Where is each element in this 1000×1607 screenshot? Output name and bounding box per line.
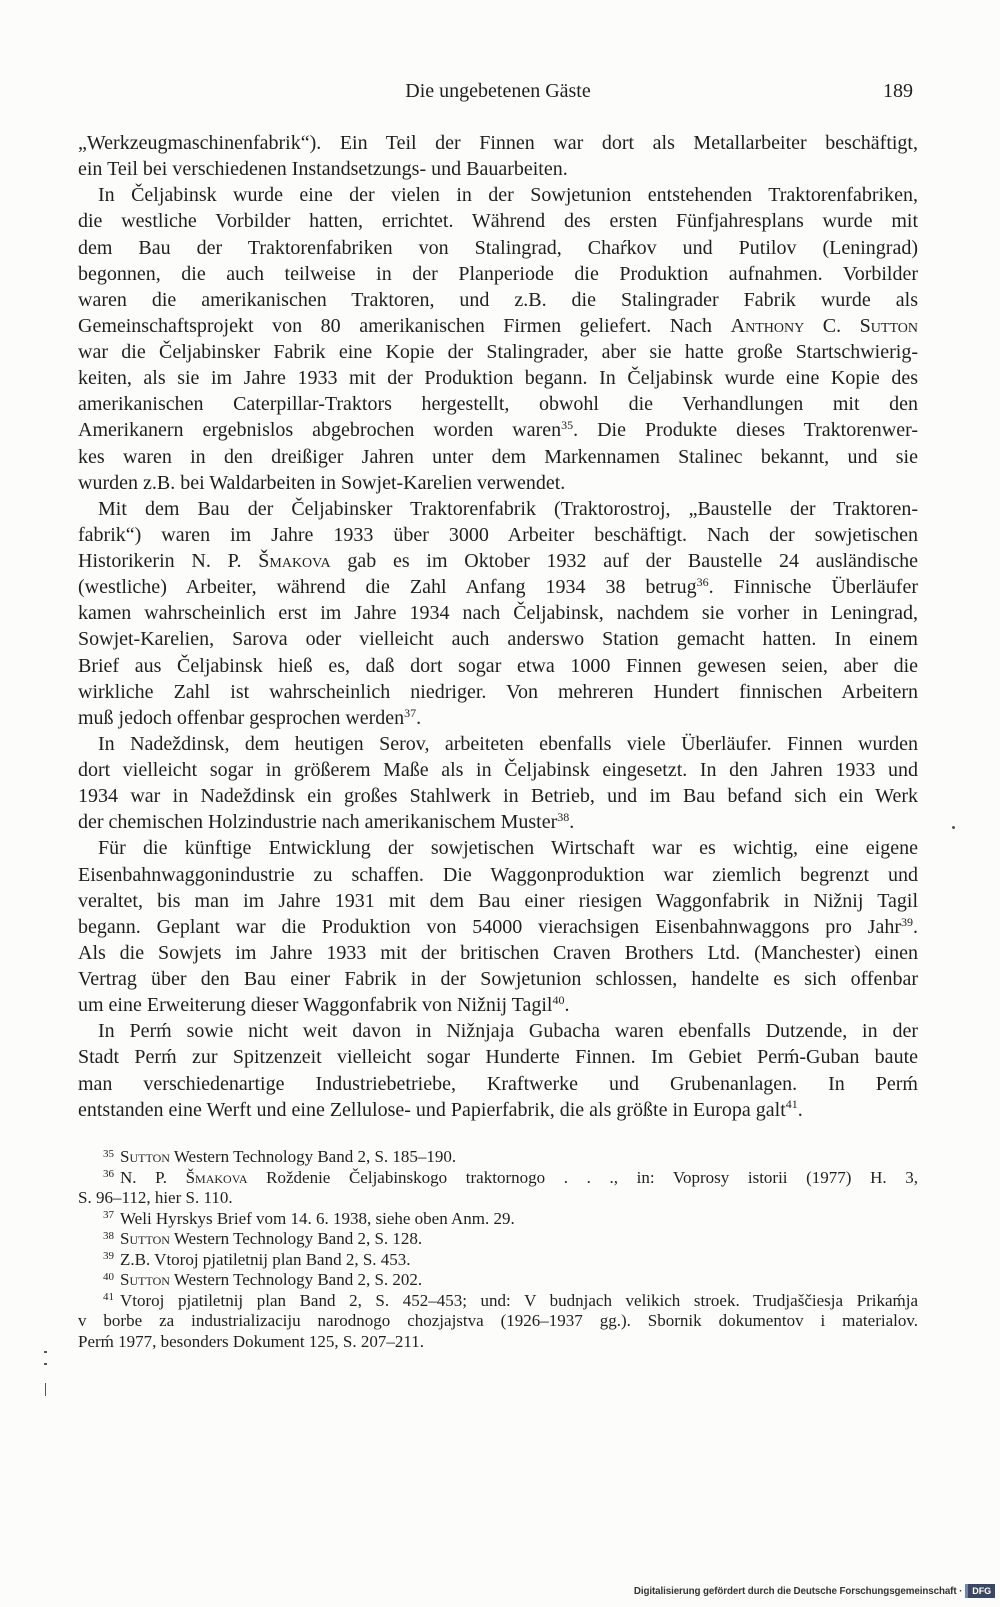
text-run: entstanden eine Werft und eine Zellulose- und Papierfabrik, die als größte in Europa galt xyxy=(78,1098,786,1121)
text-line xyxy=(78,653,918,679)
text-run: Perḿ 1977, besonders Dokument 125, S. 207–211. xyxy=(78,1331,424,1351)
text-run: Western Technology Band 2, S. 185–190. xyxy=(169,1147,457,1166)
text-run: 1934 war in Nadeždinsk ein großes Stahlwerk in Betrieb, und im Bau befand sich ein Werk xyxy=(78,785,918,808)
text-run: Stadt Perḿ zur Spitzenzeit vielleicht sogar Hunderte Finnen. Im Gebiet Perḿ-Guban baute xyxy=(78,1046,918,1069)
footnote-ref: 36 xyxy=(696,574,709,589)
text-run: der chemischen Holzindustrie nach amerikanischem Muster xyxy=(78,811,558,834)
text-run: Amerikanern ergebnislos abgebrochen worden waren xyxy=(78,419,562,442)
footnote-ref: 40 xyxy=(552,992,565,1007)
footnote-line xyxy=(78,1311,918,1332)
text-line xyxy=(78,130,918,156)
text-run: . Finnische Überläufer xyxy=(708,576,918,599)
text-run: Western Technology Band 2, S. 202. xyxy=(169,1270,423,1290)
text-run: keiten, als sie im Jahre 1933 mit der Produktion begann. In Čeljabinsk wurde eine Kopie des xyxy=(78,367,918,390)
text-run: Vtoroj pjatiletnij plan Band 2, S. 452–453; und: V budnjach velikich stroek. Trudjaščiesja Prikaḿja xyxy=(120,1290,918,1310)
footnote-ref: 37 xyxy=(404,705,417,720)
text-run: Vertrag über den Bau einer Fabrik in der Sowjetunion schlossen, handelte es sich offenbar xyxy=(78,968,918,990)
text-line xyxy=(78,940,918,966)
footnote-line xyxy=(78,1188,918,1209)
text-line xyxy=(78,261,918,287)
text-line xyxy=(78,679,918,705)
footnote-number: 37 xyxy=(103,1209,114,1222)
footnote-ref: 35 xyxy=(561,418,574,433)
text-run: kamen wahrscheinlich erst im Jahre 1934 nach Čeljabinsk, nachdem sie vorher in Leningrad, xyxy=(78,602,918,625)
text-run: . Die Produkte dieses Traktorenwer- xyxy=(573,419,918,442)
footnote-line xyxy=(78,1147,918,1168)
footnote-line xyxy=(78,1250,918,1271)
text-run: (westliche) Arbeiter, während die Zahl Anfang 1934 38 betrug xyxy=(78,576,697,599)
text-run: wirkliche Zahl ist wahrscheinlich niedriger. Von mehreren Hundert finnischen Arbeitern xyxy=(78,680,918,703)
text-line xyxy=(78,626,918,652)
text-line xyxy=(78,444,918,470)
text-line xyxy=(78,862,918,888)
text-line xyxy=(78,208,918,234)
footnote xyxy=(78,1250,918,1271)
text-run: Z.B. Vtoroj pjatiletnij plan Band 2, S. 453. xyxy=(120,1249,411,1269)
footnote-ref: 38 xyxy=(557,810,570,825)
text-run: fabrik“) waren im Jahre 1933 über 3000 Arbeiter beschäftigt. Nach der sowjetischen xyxy=(78,523,918,546)
scan-artifact-mark xyxy=(44,1363,47,1365)
text-line xyxy=(78,992,918,1018)
footnote-number: 41 xyxy=(103,1291,114,1304)
text-line xyxy=(78,339,918,365)
text-line xyxy=(78,235,918,261)
footnote xyxy=(78,1147,918,1168)
text-run: . xyxy=(416,706,422,729)
footnote-number: 35 xyxy=(103,1147,114,1160)
text-run: begann. Geplant war die Produktion von 54000 vierachsigen Eisenbahnwaggons pro Jahr xyxy=(78,915,901,938)
text-line xyxy=(78,1071,918,1097)
text-run: man verschiedenartige Industriebetriebe, Kraftwerke und Grubenanlagen. In Perḿ xyxy=(78,1072,918,1095)
footnote-number: 39 xyxy=(103,1250,114,1263)
text-run: um eine Erweiterung dieser Waggonfabrik von Nižnij Tagil xyxy=(78,994,553,1017)
text-line xyxy=(78,470,918,496)
text-line xyxy=(78,1044,918,1070)
footnote xyxy=(78,1209,918,1230)
footnote-line xyxy=(78,1168,918,1189)
text-run: . xyxy=(569,811,575,834)
text-run: „Werkzeugmaschinenfabrik“). Ein Teil der Finnen war dort als Metallarbeiter beschäftigt, xyxy=(78,132,918,154)
text-run: . xyxy=(564,994,570,1017)
digitization-credit xyxy=(634,1583,995,1599)
text-line xyxy=(78,888,918,914)
text-run: Weli Hyrskys Brief vom 14. 6. 1938, siehe oben Anm. 29. xyxy=(120,1208,515,1228)
text-run: . xyxy=(913,915,918,938)
text-line xyxy=(78,809,918,835)
footnote-line xyxy=(78,1270,918,1291)
text-run: Gemeinschaftsprojekt von 80 amerikanischen Firmen geliefert. Nach xyxy=(78,314,731,337)
text-line xyxy=(78,1097,918,1123)
text-run: wurden z.B. bei Waldarbeiten in Sowjet-Karelien verwendet. xyxy=(78,471,566,494)
text-run: N. P. xyxy=(120,1167,186,1187)
text-line xyxy=(78,757,918,783)
text-run: begonnen, die auch teilweise in der Planperiode die Produktion aufnahmen. Vorbilder xyxy=(78,262,918,285)
text-line xyxy=(78,182,918,208)
scan-artifact-mark xyxy=(952,826,955,829)
footnote-line xyxy=(78,1332,918,1353)
digitization-credit-text: Digitalisierung gefördert durch die Deutsche Forschungsgemeinschaft · xyxy=(633,1585,963,1597)
text-run: Sowjet-Karelien, Sarova oder vielleicht auch anderswo Station gemacht hatten. In einem xyxy=(78,628,918,651)
footnote-line xyxy=(78,1209,918,1230)
text-line xyxy=(78,287,918,313)
paragraph xyxy=(78,130,918,182)
text-line xyxy=(78,600,918,626)
footnote-ref: 41 xyxy=(785,1097,798,1112)
footnote xyxy=(78,1229,918,1250)
text-run: dort vielleicht sogar in größerem Maße als in Čeljabinsk eingesetzt. In den Jahren 1933 und xyxy=(78,759,918,781)
footnote xyxy=(78,1270,918,1291)
paragraph xyxy=(78,496,918,731)
footnote-number: 38 xyxy=(103,1229,114,1242)
text-run: die westliche Vorbilder hatten, errichtet. Während des ersten Fünfjahresplans wurde mit xyxy=(78,210,918,233)
footnote-line xyxy=(78,1291,918,1312)
footnote-number: 40 xyxy=(103,1270,114,1283)
text-run: Für die künftige Entwicklung der sowjetischen Wirtschaft war es wichtig, eine eigene xyxy=(98,837,918,860)
text-run: waren die amerikanischen Traktoren, und z.B. die Stalingrader Fabrik wurde als xyxy=(78,288,918,311)
name-small-caps: Anthony C. Sutton xyxy=(730,314,918,337)
text-line xyxy=(78,705,918,731)
text-line xyxy=(78,731,918,757)
text-run: muß jedoch offenbar gesprochen werden xyxy=(78,706,405,729)
footnote-ref: 39 xyxy=(901,914,913,929)
text-line xyxy=(78,783,918,809)
text-line xyxy=(78,365,918,391)
text-run: Western Technology Band 2, S. 128. xyxy=(169,1229,423,1249)
text-run: In Perḿ sowie nicht weit davon in Nižnjaja Gubacha waren ebenfalls Dutzende, in der xyxy=(98,1020,918,1043)
text-line xyxy=(78,1018,918,1044)
dfg-logo: DFG xyxy=(965,1584,995,1598)
text-run: ein Teil bei verschiedenen Instandsetzungs- und Bauarbeiten. xyxy=(78,158,568,181)
text-run: gab es im Oktober 1932 auf der Baustelle 24 ausländische xyxy=(330,550,918,572)
footnote xyxy=(78,1168,918,1209)
text-run: v borbe za industrializaciju narodnogo chozjajstva (1926–1937 gg.). Sbornik dokumentov i materialov. xyxy=(78,1311,918,1331)
text-run: amerikanischen Caterpillar-Traktors hergestellt, obwohl die Verhandlungen mit den xyxy=(78,393,918,416)
text-run: kes waren in den dreißiger Jahren unter dem Markennamen Stalinec bekannt, und sie xyxy=(78,445,918,468)
footnotes xyxy=(78,1147,918,1352)
text-line xyxy=(78,313,918,339)
text-line xyxy=(78,417,918,443)
paragraph xyxy=(78,1018,918,1123)
name-small-caps: Sutton xyxy=(120,1147,170,1166)
text-run: In Čeljabinsk wurde eine der vielen in der Sowjetunion entstehenden Traktorenfabriken, xyxy=(98,184,918,207)
name-small-caps: Šmakova xyxy=(185,1167,248,1187)
text-line xyxy=(78,391,918,417)
text-line xyxy=(78,496,918,522)
text-run: Historikerin N. P. xyxy=(78,550,259,572)
scan-artifact-mark xyxy=(45,1383,46,1396)
footnote-number: 36 xyxy=(103,1168,114,1181)
page-number: 189 xyxy=(883,80,913,102)
text-run: veraltet, bis man im Jahre 1931 mit dem Bau einer riesigen Waggonfabrik in Nižnij Tagil xyxy=(78,889,918,912)
text-line xyxy=(78,966,918,992)
scan-artifact-mark xyxy=(44,1351,47,1353)
text-run: Roždenie Čeljabinskogo traktornogo . . ., in: Voprosy istorii (1977) H. 3, xyxy=(247,1167,918,1187)
text-run: S. 96–112, hier S. 110. xyxy=(78,1188,233,1208)
text-line xyxy=(78,835,918,861)
text-run: war die Čeljabinsker Fabrik eine Kopie der Stalingrader, aber sie hatte große Startschwierig- xyxy=(78,341,918,363)
text-line xyxy=(78,914,918,940)
text-run: Mit dem Bau der Čeljabinsker Traktorenfabrik (Traktorostroj, „Baustelle der Traktoren- xyxy=(98,497,918,520)
text-line xyxy=(78,574,918,600)
paragraph xyxy=(78,835,918,1018)
text-run: . xyxy=(797,1098,803,1121)
text-run: dem Bau der Traktorenfabriken von Stalingrad, Chaŕkov und Putilov (Leningrad) xyxy=(78,236,918,259)
footnote-line xyxy=(78,1229,918,1250)
text-run: Als die Sowjets im Jahre 1933 mit der britischen Craven Brothers Ltd. (Manchester) einen xyxy=(78,941,918,964)
footnote xyxy=(78,1291,918,1353)
name-small-caps: Šmakova xyxy=(258,550,331,572)
text-line xyxy=(78,548,918,574)
paragraph xyxy=(78,731,918,836)
text-run: In Nadeždinsk, dem heutigen Serov, arbeiteten ebenfalls viele Überläufer. Finnen wurden xyxy=(98,732,918,755)
text-line xyxy=(78,156,918,182)
name-small-caps: Sutton xyxy=(120,1229,170,1249)
name-small-caps: Sutton xyxy=(120,1270,170,1290)
body-text xyxy=(78,130,918,1123)
paragraph xyxy=(78,182,918,496)
text-run: Brief aus Čeljabinsk hieß es, daß dort sogar etwa 1000 Finnen gewesen seien, aber die xyxy=(78,654,918,677)
text-run: Eisenbahnwaggonindustrie zu schaffen. Die Waggonproduktion war ziemlich begrenzt und xyxy=(78,863,918,886)
running-title: Die ungebetenen Gäste xyxy=(405,80,591,102)
text-line xyxy=(78,522,918,548)
